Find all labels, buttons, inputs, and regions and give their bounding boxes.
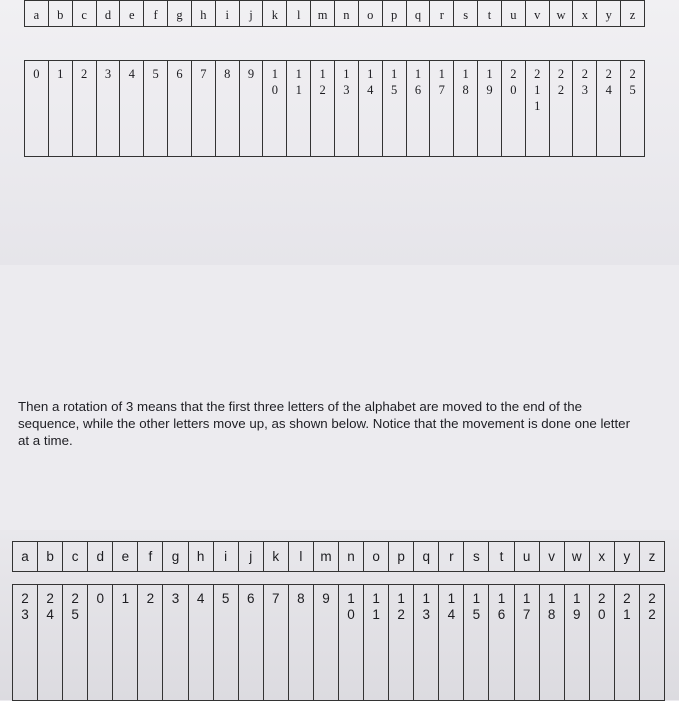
number-cell [239,585,264,701]
letter-label: x [581,8,588,22]
letter-label: k [272,549,280,564]
letter-cell [430,1,454,27]
number-cell [439,585,464,701]
letter-cell [407,1,431,27]
number-digit: 2 [581,67,588,81]
number-cell [138,585,163,701]
letter-label: e [129,8,135,22]
letter-cell [138,542,163,572]
letter-cell [97,1,121,27]
letter-cell [565,542,590,572]
letter-cell [88,542,113,572]
letter-label: t [487,8,492,22]
letter-label: n [343,8,350,22]
number-digit: 1 [390,67,398,81]
number-cell [540,585,565,701]
letter-cell [540,542,565,572]
number-digit: 2 [534,67,541,81]
number-digit: 5 [71,607,79,622]
number-cell [464,585,489,701]
number-cell [335,61,359,157]
number-digit: 4 [605,83,612,97]
number-digit: 5 [390,83,398,97]
number-digit: 2 [648,591,656,606]
letter-label: s [463,8,469,22]
number-digit: 5 [629,83,636,97]
letter-cell [216,1,240,27]
letter-cell [383,1,407,27]
number-digit: 2 [319,83,326,97]
letter-label: u [510,8,517,22]
letter-label: t [499,549,504,564]
letter-label: j [249,549,253,564]
number-cell [339,585,364,701]
number-cell [526,61,550,157]
letter-label: l [299,549,303,564]
number-digit: 1 [486,67,493,81]
letter-cell [621,1,645,27]
letter-label: j [249,8,253,22]
number-digit: 0 [347,607,355,622]
letter-cell [339,542,364,572]
number-digit: 1 [472,591,481,606]
number-cell [515,585,540,701]
letter-cell [189,542,214,572]
number-digit: 1 [372,607,380,622]
letter-cell [364,542,389,572]
letter-cell [597,1,621,27]
top-numbers-row [24,60,645,157]
letter-label: g [171,549,180,564]
number-digit: 2 [510,67,517,81]
bottom-letters-row [12,541,665,572]
number-digit: 2 [146,591,155,606]
letter-label: o [372,549,380,564]
letter-label: e [121,549,130,564]
letter-cell [163,542,188,572]
letter-cell [214,542,239,572]
letter-label: n [347,549,355,564]
number-digit: 5 [472,607,481,622]
letter-cell [389,542,414,572]
letter-cell [454,1,478,27]
number-digit: 1 [497,591,506,606]
number-cell [389,585,414,701]
number-digit: 5 [152,67,159,81]
letter-cell [464,542,489,572]
number-digit: 1 [572,591,581,606]
letter-cell [311,1,335,27]
number-digit: 1 [414,67,422,81]
letter-cell [289,542,314,572]
letter-cell [478,1,502,27]
number-cell [590,585,615,701]
letter-cell [489,542,514,572]
number-digit: 9 [322,591,330,606]
letter-cell [515,542,540,572]
number-digit: 6 [497,607,506,622]
number-digit: 1 [271,67,278,81]
number-cell [573,61,597,157]
number-digit: 1 [372,591,380,606]
number-cell [88,585,113,701]
number-cell [263,61,287,157]
letter-cell [359,1,383,27]
number-cell [144,61,168,157]
letter-label: d [96,549,105,564]
letter-label: y [605,8,612,22]
number-digit: 4 [46,607,54,622]
number-cell [97,61,121,157]
number-cell [414,585,439,701]
number-digit: 8 [297,591,305,606]
number-digit: 2 [397,607,405,622]
letter-label: o [367,8,374,22]
number-cell [597,61,621,157]
letter-label: r [439,8,444,22]
letter-cell [25,1,49,27]
letter-label: m [317,8,328,22]
number-digit: 3 [422,607,431,622]
letter-label: u [522,549,531,564]
letter-cell [439,542,464,572]
number-digit: 1 [547,591,556,606]
number-digit: 1 [522,591,531,606]
letter-label: m [320,549,332,564]
number-cell [13,585,38,701]
letter-label: d [104,8,112,22]
letter-label: b [46,549,54,564]
number-digit: 2 [71,591,79,606]
number-digit: 3 [21,607,29,622]
letter-label: p [390,8,398,22]
top-letters-row [24,0,645,27]
letter-label: a [21,549,29,564]
number-digit: 7 [438,83,445,97]
number-cell [113,585,138,701]
letter-label: p [397,549,405,564]
letter-label: z [648,549,656,564]
number-cell [502,61,526,157]
letter-label: a [33,8,40,22]
letter-cell [615,542,640,572]
number-digit: 3 [581,83,588,97]
letter-cell [263,1,287,27]
number-digit: 1 [295,67,302,81]
number-cell [615,585,640,701]
number-cell [264,585,289,701]
number-digit: 1 [295,83,302,97]
number-cell [359,61,383,157]
number-cell [383,61,407,157]
number-digit: 7 [272,591,280,606]
letter-label: y [623,549,631,564]
number-cell [478,61,502,157]
letter-label: f [153,8,158,22]
number-cell [214,585,239,701]
letter-label: f [148,549,153,564]
number-digit: 2 [21,591,29,606]
letter-cell [73,1,97,27]
number-digit: 1 [422,591,431,606]
number-digit: 2 [557,67,565,81]
letter-label: c [81,8,87,22]
letter-cell [240,1,264,27]
letter-cell [144,1,168,27]
number-cell [216,61,240,157]
letter-cell [49,1,73,27]
letter-cell [335,1,359,27]
number-cell [49,61,73,157]
number-cell [25,61,49,157]
number-digit: 8 [462,83,469,97]
letter-label: h [200,8,207,22]
number-digit: 1 [57,67,64,81]
letter-label: w [556,8,566,22]
number-cell [407,61,431,157]
number-digit: 1 [534,99,541,113]
number-digit: 3 [171,591,180,606]
number-digit: 1 [367,67,374,81]
letter-label: l [296,8,301,22]
letter-cell [502,1,526,27]
number-digit: 0 [33,67,40,81]
letter-cell [192,1,216,27]
number-digit: 2 [598,591,606,606]
letter-label: q [414,8,422,22]
letter-cell [550,1,574,27]
letter-label: h [196,549,205,564]
letter-cell [640,542,665,572]
number-cell [192,61,216,157]
number-digit: 0 [510,83,517,97]
number-digit: 4 [447,607,456,622]
letter-label: i [225,8,229,22]
letter-cell [168,1,192,27]
number-cell [550,61,574,157]
number-digit: 2 [648,607,656,622]
number-digit: 1 [462,67,469,81]
letter-cell [573,1,597,27]
number-digit: 2 [623,591,631,606]
number-cell [454,61,478,157]
number-cell [314,585,339,701]
number-digit: 9 [486,83,493,97]
letter-label: w [571,549,582,564]
number-digit: 3 [104,67,112,81]
letter-label: b [57,8,64,22]
letter-label: c [71,549,79,564]
letter-label: s [473,549,480,564]
letter-cell [120,1,144,27]
number-digit: 7 [522,607,531,622]
letter-label: q [422,549,431,564]
letter-label: k [271,8,278,22]
letter-label: v [548,549,556,564]
number-digit: 4 [367,83,374,97]
letter-label: g [176,8,183,22]
number-digit: 6 [176,67,183,81]
bottom-numbers-row [12,584,665,701]
number-digit: 7 [200,67,207,81]
number-digit: 4 [196,591,205,606]
number-cell [63,585,88,701]
number-digit: 9 [247,67,255,81]
number-digit: 2 [629,67,636,81]
letter-label: v [534,8,541,22]
number-cell [621,61,645,157]
number-cell [565,585,590,701]
letter-label: z [629,8,636,22]
letter-cell [38,542,63,572]
number-digit: 1 [347,591,355,606]
number-cell [289,585,314,701]
number-cell [73,61,97,157]
letter-cell [113,542,138,572]
letter-label: r [449,549,454,564]
number-digit: 0 [96,591,105,606]
number-digit: 8 [224,67,231,81]
number-digit: 3 [343,83,350,97]
number-digit: 0 [271,83,278,97]
number-cell [640,585,665,701]
number-digit: 2 [557,83,565,97]
number-digit: 1 [343,67,350,81]
number-cell [38,585,63,701]
number-cell [430,61,454,157]
number-digit: 4 [128,67,135,81]
number-cell [189,585,214,701]
number-cell [163,585,188,701]
letter-cell [414,542,439,572]
number-digit: 1 [447,591,456,606]
letter-label: x [598,549,606,564]
letter-label: i [224,549,228,564]
number-digit: 0 [598,607,606,622]
number-cell [311,61,335,157]
number-digit: 1 [121,591,130,606]
number-digit: 1 [438,67,445,81]
letter-cell [287,1,311,27]
letter-cell [239,542,264,572]
number-cell [489,585,514,701]
number-cell [168,61,192,157]
number-digit: 1 [319,67,326,81]
number-digit: 2 [46,591,54,606]
number-digit: 2 [80,67,88,81]
letter-cell [526,1,550,27]
letter-cell [13,542,38,572]
letter-cell [264,542,289,572]
number-digit: 6 [246,591,255,606]
letter-cell [63,542,88,572]
number-cell [287,61,311,157]
number-cell [364,585,389,701]
rotation-explanation: Then a rotation of 3 means that the first three letters of the alphabet are moved to the end of the sequence, while the other letters move up, as shown below. Notice that the movement is done one letter at a time. [18,399,631,448]
number-digit: 8 [547,607,556,622]
number-digit: 6 [414,83,422,97]
number-digit: 9 [572,607,581,622]
number-digit: 1 [534,83,541,97]
number-cell [120,61,144,157]
letter-cell [314,542,339,572]
number-cell [240,61,264,157]
number-digit: 5 [221,591,230,606]
number-digit: 2 [605,67,612,81]
number-digit: 1 [397,591,405,606]
number-digit: 1 [623,607,631,622]
letter-cell [590,542,615,572]
